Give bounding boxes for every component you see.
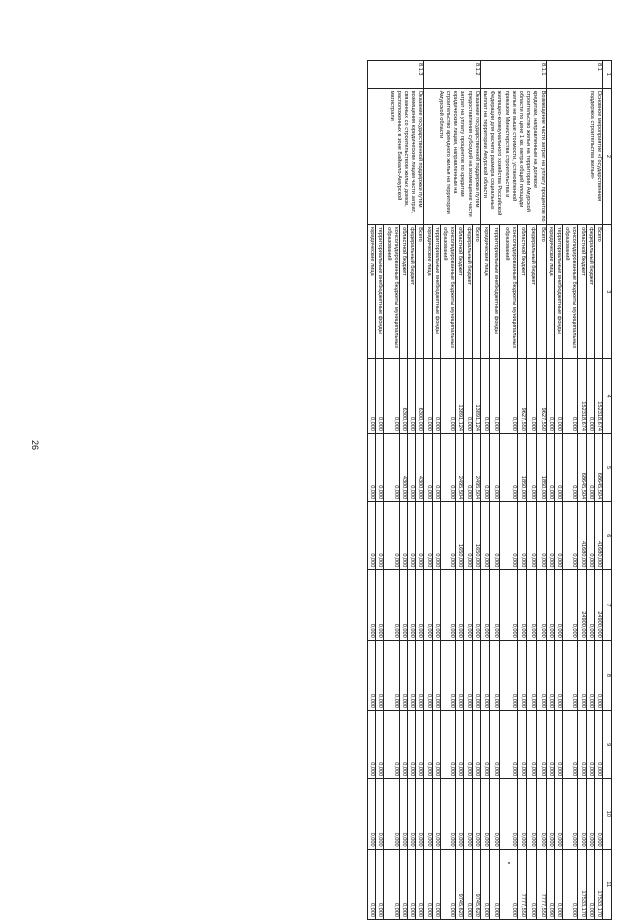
amount-cell: 1850,000	[517, 433, 527, 501]
amount-cell: 0,000	[376, 570, 384, 640]
amount-cell: 0,000	[376, 711, 384, 779]
amount-cell: 0,000	[424, 640, 432, 710]
amount-cell: 0,000	[376, 849, 384, 919]
amount-cell: 1650,000	[472, 502, 480, 570]
amount-cell: 0,000	[490, 640, 500, 710]
amount-cell: 0,000	[416, 570, 424, 640]
amount-cell: 0,000	[456, 711, 464, 779]
amount-cell: 0,000	[384, 570, 399, 640]
funding-source: территориальные внебюджетные фонды	[554, 225, 562, 359]
amount-cell: 0,000	[432, 433, 440, 501]
amount-cell: 0,000	[527, 779, 537, 849]
page-number: 26	[30, 439, 41, 451]
amount-cell: 0,000	[578, 640, 586, 710]
amount-cell: 0,000	[546, 433, 554, 501]
amount-cell: 0,000	[376, 779, 384, 849]
amount-cell: 0,000	[367, 779, 375, 849]
column-header: 2	[603, 88, 612, 224]
amount-cell: 0,000	[472, 640, 480, 710]
amount-cell: 0,000	[578, 711, 586, 779]
scan-speck	[508, 862, 510, 864]
amount-cell: 0,000	[562, 570, 577, 640]
amount-cell: 13891,124	[472, 359, 480, 434]
amount-cell: 0,000	[440, 711, 455, 779]
amount-cell: 0,000	[384, 779, 399, 849]
funding-source: федеральный бюджет	[407, 225, 415, 359]
amount-cell: 0,000	[464, 570, 472, 640]
amount-cell: 0,000	[416, 849, 424, 919]
amount-cell: 0,000	[440, 570, 455, 640]
column-header: 8	[603, 640, 612, 710]
amount-cell: 0,000	[554, 502, 562, 570]
amount-cell: 0,000	[384, 502, 399, 570]
amount-cell: 0,000	[527, 502, 537, 570]
amount-cell: 9627,550	[517, 359, 527, 434]
amount-cell: 0,000	[399, 640, 407, 710]
amount-cell: 0,000	[480, 433, 490, 501]
amount-cell: 0,000	[527, 849, 537, 919]
amount-cell: 17533,170	[578, 849, 586, 919]
amount-cell: 1650,000	[456, 502, 464, 570]
amount-cell: 0,000	[480, 711, 490, 779]
amount-cell: 0,000	[527, 433, 537, 501]
amount-cell: 0,000	[480, 849, 490, 919]
amount-cell: 0,000	[594, 711, 602, 779]
amount-cell: 0,000	[376, 433, 384, 501]
amount-cell: 0,000	[490, 502, 500, 570]
amount-cell: 0,000	[490, 433, 500, 501]
amount-cell: 0,000	[432, 502, 440, 570]
amount-cell: 0,000	[586, 433, 594, 501]
amount-cell: 0,000	[554, 433, 562, 501]
amount-cell: 0,000	[424, 433, 432, 501]
amount-cell: 0,000	[546, 502, 554, 570]
amount-cell: 0,000	[562, 779, 577, 849]
funding-source: консолидированные бюджеты муниципальных образований	[499, 225, 517, 359]
amount-cell: 4300,000	[416, 433, 424, 501]
amount-cell: 0,000	[399, 779, 407, 849]
amount-cell: 0,000	[424, 502, 432, 570]
funding-source: консолидированные бюджеты муниципальных образований	[384, 225, 399, 359]
amount-cell: 0,000	[472, 570, 480, 640]
item-number: 8.1.1	[480, 61, 546, 89]
amount-cell: 9745,620	[472, 849, 480, 919]
amount-cell: 0,000	[562, 502, 577, 570]
amount-cell: 0,000	[440, 779, 455, 849]
amount-cell: 0,000	[424, 711, 432, 779]
amount-cell: 0,000	[424, 849, 432, 919]
amount-cell: 0,000	[499, 359, 517, 434]
amount-cell: 0,000	[432, 640, 440, 710]
amount-cell: 0,000	[440, 433, 455, 501]
amount-cell: 0,000	[527, 640, 537, 710]
amount-cell: 0,000	[586, 640, 594, 710]
column-header: 5	[603, 433, 612, 501]
amount-cell: 68645,504	[594, 433, 602, 501]
amount-cell: 0,000	[424, 570, 432, 640]
item-number: 8.1.2	[424, 61, 480, 89]
amount-cell: 0,000	[554, 849, 562, 919]
amount-cell: 0,000	[367, 570, 375, 640]
amount-cell: 0,000	[416, 502, 424, 570]
amount-cell: 0,000	[586, 359, 594, 434]
amount-cell: 0,000	[499, 711, 517, 779]
item-name: Оказание государственной поддержки путем предоставления субсидий на возмещение части затрат на уплату процентов по кредитам юридическим лицам, направленным на строительство арендного жилья на территории Амурской области	[424, 88, 480, 224]
item-number: 8.1.3	[367, 61, 423, 89]
amount-cell: 0,000	[546, 359, 554, 434]
amount-cell: 0,000	[480, 779, 490, 849]
table-row	[472, 61, 480, 920]
amount-cell: 0,000	[464, 849, 472, 919]
funding-source: юридические лица	[424, 225, 432, 359]
funding-source: Всего	[594, 225, 602, 359]
amount-cell: 0,000	[367, 849, 375, 919]
amount-cell: 0,000	[464, 433, 472, 501]
funding-source: Всего	[537, 225, 547, 359]
amount-cell: 0,000	[517, 779, 527, 849]
amount-cell: 0,000	[407, 711, 415, 779]
amount-cell: 7777,550	[517, 849, 527, 919]
funding-source: юридические лица	[480, 225, 490, 359]
amount-cell: 0,000	[527, 570, 537, 640]
amount-cell: 0,000	[554, 359, 562, 434]
amount-cell: 0,000	[407, 849, 415, 919]
funding-source: Всего	[472, 225, 480, 359]
amount-cell: 0,000	[537, 640, 547, 710]
amount-cell: 0,000	[416, 779, 424, 849]
funding-source: консолидированные бюджеты муниципальных образований	[440, 225, 455, 359]
amount-cell: 24900,000	[578, 570, 586, 640]
amount-cell: 0,000	[407, 359, 415, 434]
funding-source: территориальные внебюджетные фонды	[432, 225, 440, 359]
amount-cell: 0,000	[499, 849, 517, 919]
amount-cell: 2495,504	[472, 433, 480, 501]
amount-cell: 0,000	[499, 779, 517, 849]
amount-cell: 0,000	[562, 433, 577, 501]
amount-cell: 0,000	[490, 359, 500, 434]
amount-cell: 0,000	[586, 849, 594, 919]
amount-cell: 0,000	[586, 779, 594, 849]
amount-cell: 0,000	[407, 779, 415, 849]
column-header: 4	[603, 359, 612, 434]
funding-source: консолидированные бюджеты муниципальных образований	[562, 225, 577, 359]
amount-cell: 0,000	[586, 502, 594, 570]
funding-source: федеральный бюджет	[527, 225, 537, 359]
amount-cell: 9627,550	[537, 359, 547, 434]
amount-cell: 0,000	[367, 502, 375, 570]
amount-cell: 17533,170	[594, 849, 602, 919]
amount-cell: 4300,000	[399, 433, 407, 501]
amount-cell: 0,000	[517, 502, 527, 570]
table-row	[537, 61, 547, 920]
amount-cell: 7777,550	[537, 849, 547, 919]
funding-source: областной бюджет	[399, 225, 407, 359]
amount-cell: 0,000	[517, 711, 527, 779]
amount-cell: 0,000	[480, 502, 490, 570]
funding-source: территориальные внебюджетные фонды	[376, 225, 384, 359]
amount-cell: 0,000	[376, 359, 384, 434]
amount-cell: 0,000	[537, 779, 547, 849]
funding-source: областной бюджет	[456, 225, 464, 359]
amount-cell: 152318,674	[594, 359, 602, 434]
amount-cell: 0,000	[537, 502, 547, 570]
amount-cell: 0,000	[499, 640, 517, 710]
amount-cell: 0,000	[440, 359, 455, 434]
item-name: Основное мероприятие «Государственная поддержка строительства жилья»	[546, 88, 602, 224]
item-name: Возмещение части затрат на уплату процентов по кредитам, направленным на долевое строительство жилья на территории Амурской области по цене 1 кв. метра общей площади жилья не выше стоимости, установленной приказом Министерства строительства и жилищно-коммунального хозяйства Российской Федерации для расчета размера социальных выплат на территории Амурской области	[480, 88, 546, 224]
amount-cell: 0,000	[367, 359, 375, 434]
amount-cell: 0,000	[464, 359, 472, 434]
table-row	[416, 61, 424, 920]
amount-cell: 0,000	[440, 849, 455, 919]
amount-cell: 0,000	[424, 779, 432, 849]
amount-cell: 0,000	[384, 640, 399, 710]
amount-cell: 0,000	[376, 640, 384, 710]
amount-cell: 0,000	[456, 570, 464, 640]
column-header: 6	[603, 502, 612, 570]
amount-cell: 0,000	[499, 502, 517, 570]
amount-cell: 0,000	[594, 640, 602, 710]
amount-cell: 0,000	[376, 502, 384, 570]
table-row	[594, 61, 602, 920]
amount-cell: 0,000	[537, 711, 547, 779]
amount-cell: 0,000	[367, 433, 375, 501]
amount-cell: 41680,000	[594, 502, 602, 570]
amount-cell: 6300,000	[416, 359, 424, 434]
amount-cell: 0,000	[554, 779, 562, 849]
amount-cell: 0,000	[440, 640, 455, 710]
amount-cell: 0,000	[407, 640, 415, 710]
amount-cell: 0,000	[546, 640, 554, 710]
amount-cell: 0,000	[546, 779, 554, 849]
amount-cell: 0,000	[432, 779, 440, 849]
amount-cell: 0,000	[490, 779, 500, 849]
funding-source: областной бюджет	[517, 225, 527, 359]
amount-cell: 0,000	[464, 640, 472, 710]
amount-cell: 0,090	[546, 849, 554, 919]
amount-cell: 0,000	[432, 849, 440, 919]
amount-cell: 0,000	[527, 711, 537, 779]
amount-cell: 0,000	[384, 849, 399, 919]
amount-cell: 0,000	[407, 570, 415, 640]
amount-cell: 0,000	[578, 779, 586, 849]
funding-source: территориальные внебюджетные фонды	[490, 225, 500, 359]
header-row	[603, 61, 612, 920]
amount-cell: 0,000	[456, 640, 464, 710]
amount-cell: 0,000	[490, 711, 500, 779]
amount-cell: 0,000	[517, 640, 527, 710]
amount-cell: 0,000	[472, 711, 480, 779]
amount-cell: 0,000	[464, 779, 472, 849]
amount-cell: 0,000	[586, 570, 594, 640]
amount-cell: 152318,674	[578, 359, 586, 434]
item-name: Оказание государственной поддержки путем возмещения юридическим лицам части затрат, связанных со строительством жилых домов, расположенных в зоне Байкало-Амурской магистрали	[367, 88, 423, 224]
funding-source: юридические лица	[546, 225, 554, 359]
amount-cell: 0,000	[546, 570, 554, 640]
amount-cell: 9745,620	[456, 849, 464, 919]
table-body	[367, 61, 602, 920]
amount-cell: 0,000	[407, 433, 415, 501]
item-number: 8.1	[546, 61, 602, 89]
amount-cell: 0,000	[384, 359, 399, 434]
amount-cell: 0,000	[472, 779, 480, 849]
amount-cell: 0,000	[562, 849, 577, 919]
amount-cell: 0,000	[464, 502, 472, 570]
amount-cell: 0,000	[432, 570, 440, 640]
amount-cell: 6300,000	[399, 359, 407, 434]
rotated-page	[72, 60, 612, 920]
amount-cell: 0,000	[399, 711, 407, 779]
amount-cell: 0,000	[537, 570, 547, 640]
amount-cell: 0,000	[517, 570, 527, 640]
amount-cell: 0,000	[440, 502, 455, 570]
amount-cell: 0,000	[416, 711, 424, 779]
column-header: 9	[603, 711, 612, 779]
amount-cell: 0,000	[407, 502, 415, 570]
amount-cell: 0,000	[367, 640, 375, 710]
amount-cell: 68645,504	[578, 433, 586, 501]
amount-cell: 0,000	[562, 640, 577, 710]
amount-cell: 0,000	[424, 359, 432, 434]
amount-cell: 0,000	[562, 711, 577, 779]
amount-cell: 0,000	[464, 711, 472, 779]
amount-cell: 2495,504	[456, 433, 464, 501]
column-header: 11	[603, 849, 612, 919]
column-header: 10	[603, 779, 612, 849]
amount-cell: 0,000	[554, 711, 562, 779]
amount-cell: 0,000	[399, 849, 407, 919]
amount-cell: 0,000	[499, 570, 517, 640]
amount-cell: 0,000	[399, 570, 407, 640]
budget-table	[367, 60, 612, 920]
amount-cell: 0,000	[432, 359, 440, 434]
amount-cell: 0,000	[546, 711, 554, 779]
funding-source: юридические лица	[367, 225, 375, 359]
amount-cell: 0,000	[480, 570, 490, 640]
funding-source: федеральный бюджет	[586, 225, 594, 359]
amount-cell: 0,000	[554, 570, 562, 640]
amount-cell: 0,000	[554, 640, 562, 710]
amount-cell: 0,000	[367, 711, 375, 779]
amount-cell: 0,000	[490, 570, 500, 640]
amount-cell: 0,000	[594, 779, 602, 849]
amount-cell: 0,000	[416, 640, 424, 710]
amount-cell: 0,000	[562, 359, 577, 434]
funding-source: областной бюджет	[578, 225, 586, 359]
amount-cell: 41680,000	[578, 502, 586, 570]
amount-cell: 0,000	[586, 711, 594, 779]
column-header: 7	[603, 570, 612, 640]
column-header: 1	[603, 61, 612, 89]
amount-cell: 0,000	[399, 502, 407, 570]
amount-cell: 0,000	[490, 849, 500, 919]
amount-cell: 0,000	[384, 711, 399, 779]
amount-cell: 24900,000	[594, 570, 602, 640]
amount-cell: 0,000	[432, 711, 440, 779]
amount-cell: 0,000	[527, 359, 537, 434]
amount-cell: 1850,000	[537, 433, 547, 501]
amount-cell: 0,000	[480, 359, 490, 434]
funding-source: федеральный бюджет	[464, 225, 472, 359]
funding-source: Всего	[416, 225, 424, 359]
amount-cell: 0,000	[480, 640, 490, 710]
column-header: 3	[603, 225, 612, 359]
amount-cell: 0,000	[384, 433, 399, 501]
amount-cell: 13891,124	[456, 359, 464, 434]
amount-cell: 0,000	[499, 433, 517, 501]
amount-cell: 0,000	[456, 779, 464, 849]
